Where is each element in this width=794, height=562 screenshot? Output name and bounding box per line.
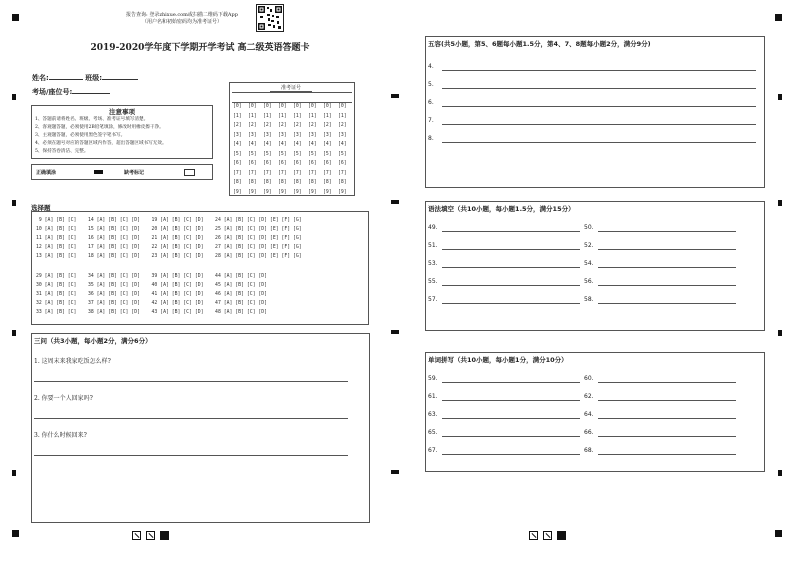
item-number: 54. bbox=[584, 260, 594, 267]
answer-line[interactable] bbox=[442, 454, 580, 455]
class-label: 班级: bbox=[85, 74, 103, 82]
digit-bubble[interactable]: [5] bbox=[308, 151, 317, 157]
digit-bubble[interactable]: [0] bbox=[338, 104, 347, 109]
digit-bubble[interactable]: [7] bbox=[338, 170, 347, 176]
digit-bubble[interactable]: [1] bbox=[233, 113, 242, 119]
digit-bubble[interactable]: [8] bbox=[248, 180, 257, 185]
digit-bubble[interactable]: [4] bbox=[233, 142, 242, 147]
digit-bubble[interactable]: [7] bbox=[233, 170, 242, 176]
answer-line[interactable] bbox=[442, 400, 580, 401]
registration-mark bbox=[12, 330, 16, 336]
digit-bubble[interactable]: [9] bbox=[338, 189, 347, 195]
item-number: 7. bbox=[428, 117, 434, 124]
five-sentences-box bbox=[425, 36, 765, 188]
item-number: 50. bbox=[584, 224, 594, 231]
answer-line[interactable] bbox=[598, 418, 736, 419]
registration-mark bbox=[778, 200, 782, 206]
answer-line[interactable] bbox=[442, 418, 580, 419]
digit-bubble[interactable]: [6] bbox=[278, 161, 287, 166]
digit-bubble[interactable]: [3] bbox=[293, 132, 302, 138]
digit-bubble[interactable]: [4] bbox=[323, 142, 332, 147]
choice-row[interactable]: 11 [A] [B] [C] 16 [A] [B] [C] [D] 21 [A] [B] [C] [D] 26 [A] [B] [C] [D] [E] [F] [G] bbox=[36, 236, 302, 241]
digit-bubble[interactable]: [1] bbox=[323, 113, 332, 119]
answer-line[interactable] bbox=[442, 303, 580, 304]
notice-box bbox=[31, 105, 213, 159]
answer-line[interactable] bbox=[598, 249, 736, 250]
digit-bubble[interactable]: [3] bbox=[338, 132, 347, 138]
digit-bubble[interactable]: [9] bbox=[248, 189, 257, 195]
item-number: 5. bbox=[428, 81, 434, 88]
answer-line[interactable] bbox=[442, 106, 756, 107]
notice-title: 注意事项 bbox=[109, 108, 135, 116]
digit-bubble[interactable]: [0] bbox=[278, 104, 287, 109]
digit-bubble[interactable]: [7] bbox=[248, 170, 257, 176]
digit-bubble[interactable]: [7] bbox=[263, 170, 272, 176]
exam-number-box bbox=[229, 82, 355, 196]
digit-bubble[interactable]: [2] bbox=[263, 123, 272, 128]
three-questions-box bbox=[31, 333, 370, 523]
notice-item: 4、必须在题号对应的答题区域内作答，超出答题区域书写无效。 bbox=[35, 141, 167, 146]
digit-bubble[interactable]: [9] bbox=[263, 189, 272, 195]
page-code-box bbox=[557, 531, 566, 540]
item-number: 64. bbox=[584, 411, 594, 418]
registration-mark bbox=[391, 470, 399, 474]
digit-bubble[interactable]: [8] bbox=[308, 180, 317, 185]
digit-bubble[interactable]: [9] bbox=[323, 189, 332, 195]
notice-item: 2、客观题答题，必须使用2B铅笔填涂，修改时用橡皮擦干净。 bbox=[35, 125, 164, 130]
answer-line[interactable] bbox=[442, 382, 580, 383]
choice-title: 选择题 bbox=[31, 204, 51, 212]
exam-room-label: 考场/座位号: bbox=[32, 88, 73, 96]
answer-line[interactable] bbox=[442, 142, 756, 143]
digit-bubble[interactable]: [8] bbox=[233, 180, 242, 185]
item-number: 56. bbox=[584, 278, 594, 285]
answer-line[interactable] bbox=[442, 267, 580, 268]
digit-bubble[interactable]: [5] bbox=[278, 151, 287, 157]
digit-bubble[interactable]: [2] bbox=[338, 123, 347, 128]
item-number: 53. bbox=[428, 260, 438, 267]
digit-bubble[interactable]: [4] bbox=[278, 142, 287, 147]
missing-mark-label: 缺考标记 bbox=[124, 170, 145, 176]
page-code-box bbox=[132, 531, 141, 540]
question-2: 2. 你要一个人回家吗? bbox=[34, 395, 93, 402]
digit-bubble[interactable]: [9] bbox=[233, 189, 242, 195]
registration-mark bbox=[12, 200, 16, 206]
item-number: 63. bbox=[428, 411, 438, 418]
answer-line[interactable] bbox=[598, 267, 736, 268]
exam-room-field[interactable] bbox=[32, 87, 110, 97]
digit-bubble[interactable]: [2] bbox=[233, 123, 242, 128]
digit-bubble[interactable]: [0] bbox=[293, 104, 302, 109]
digit-bubble[interactable]: [7] bbox=[278, 170, 287, 176]
digit-bubble[interactable]: [6] bbox=[293, 161, 302, 166]
digit-bubble[interactable]: [4] bbox=[293, 142, 302, 147]
fill-legend bbox=[31, 164, 213, 180]
bubble-column bbox=[308, 102, 317, 197]
answer-line[interactable] bbox=[598, 436, 736, 437]
digit-bubble[interactable]: [1] bbox=[278, 113, 287, 119]
digit-bubble[interactable]: [0] bbox=[233, 104, 242, 109]
answer-line[interactable] bbox=[598, 382, 736, 383]
item-number: 4. bbox=[428, 63, 434, 70]
word-spelling-box bbox=[425, 352, 765, 472]
choice-row[interactable]: 10 [A] [B] [C] 15 [A] [B] [C] [D] 20 [A] [B] [C] [D] 25 [A] [B] [C] [D] [E] [F] [G] bbox=[36, 227, 302, 232]
choice-row[interactable]: 29 [A] [B] [C] 34 [A] [B] [C] [D] 39 [A] [B] [C] [D] 44 [A] [B] [C] [D] bbox=[36, 274, 268, 279]
notice-list bbox=[32, 116, 212, 156]
exam-number-title: 准考证号 bbox=[270, 84, 312, 92]
digit-bubble[interactable]: [3] bbox=[248, 132, 257, 138]
page-title: 2019-2020学年度下学期开学考试 高二级英语答题卡 bbox=[90, 43, 310, 53]
digit-bubble[interactable]: [4] bbox=[308, 142, 317, 147]
digit-bubble[interactable]: [4] bbox=[248, 142, 257, 147]
digit-bubble[interactable]: [5] bbox=[248, 151, 257, 157]
answer-line[interactable] bbox=[598, 231, 736, 232]
bubble-column bbox=[248, 102, 257, 197]
registration-mark bbox=[12, 14, 19, 21]
digit-bubble[interactable]: [2] bbox=[293, 123, 302, 128]
digit-bubble[interactable]: [5] bbox=[263, 151, 272, 157]
answer-line[interactable] bbox=[34, 418, 348, 419]
digit-bubble[interactable]: [0] bbox=[248, 104, 257, 109]
page-code-box bbox=[543, 531, 552, 540]
bubble-column bbox=[338, 102, 347, 197]
digit-bubble[interactable]: [1] bbox=[338, 113, 347, 119]
digit-bubble[interactable]: [8] bbox=[278, 180, 287, 185]
registration-mark bbox=[778, 470, 782, 476]
choice-row[interactable]: 12 [A] [B] [C] 17 [A] [B] [C] [D] 22 [A] [B] [C] [D] 27 [A] [B] [C] [D] [E] [F] [G] bbox=[36, 245, 302, 250]
question-1: 1. 这周末来我家吃饭怎么样? bbox=[34, 358, 111, 365]
item-number: 49. bbox=[428, 224, 438, 231]
registration-mark bbox=[391, 200, 399, 204]
page-code-box bbox=[146, 531, 155, 540]
digit-bubble[interactable]: [1] bbox=[308, 113, 317, 119]
item-number: 68. bbox=[584, 447, 594, 454]
registration-mark bbox=[778, 94, 782, 100]
item-number: 65. bbox=[428, 429, 438, 436]
item-number: 55. bbox=[428, 278, 438, 285]
digit-bubble[interactable]: [0] bbox=[308, 104, 317, 109]
digit-bubble[interactable]: [1] bbox=[248, 113, 257, 119]
digit-bubble[interactable]: [8] bbox=[323, 180, 332, 185]
answer-line[interactable] bbox=[442, 231, 580, 232]
digit-bubble[interactable]: [3] bbox=[278, 132, 287, 138]
item-number: 51. bbox=[428, 242, 438, 249]
notice-item: 5、保持答卷清洁、完整。 bbox=[35, 149, 89, 154]
registration-mark bbox=[12, 530, 19, 537]
fill-correct-label: 正确填涂 bbox=[36, 170, 57, 176]
digit-bubble[interactable]: [9] bbox=[293, 189, 302, 195]
digit-bubble[interactable]: [2] bbox=[248, 123, 257, 128]
digit-bubble[interactable]: [6] bbox=[233, 161, 242, 166]
digit-bubble[interactable]: [3] bbox=[263, 132, 272, 138]
answer-line[interactable] bbox=[442, 124, 756, 125]
digit-bubble[interactable]: [1] bbox=[293, 113, 302, 119]
digit-bubble[interactable]: [7] bbox=[293, 170, 302, 176]
digit-bubble[interactable]: [6] bbox=[248, 161, 257, 166]
answer-line[interactable] bbox=[442, 88, 756, 89]
qr-code bbox=[256, 4, 284, 32]
answer-line[interactable] bbox=[442, 70, 756, 71]
digit-bubble[interactable]: [6] bbox=[338, 161, 347, 166]
digit-bubble[interactable]: [9] bbox=[278, 189, 287, 195]
digit-bubble[interactable]: [5] bbox=[233, 151, 242, 157]
digit-bubble[interactable]: [9] bbox=[308, 189, 317, 195]
scan-note-line: （用户名和初始密码均为准考证号） bbox=[141, 19, 222, 25]
digit-bubble[interactable]: [8] bbox=[338, 180, 347, 185]
answer-line[interactable] bbox=[442, 285, 580, 286]
word-spelling-title: 单词拼写（共10小题，每小题1分，满分10分） bbox=[428, 356, 568, 364]
notice-item: 3、主观题答题，必须使用黑色签字笔书写。 bbox=[35, 133, 126, 138]
item-number: 58. bbox=[584, 296, 594, 303]
item-number: 57. bbox=[428, 296, 438, 303]
answer-line[interactable] bbox=[598, 400, 736, 401]
scan-note-line: 报告查询: 登录zhixue.com或扫描二维码下载App bbox=[126, 12, 238, 18]
answer-line[interactable] bbox=[34, 455, 348, 456]
digit-bubble[interactable]: [3] bbox=[233, 132, 242, 138]
registration-mark bbox=[391, 94, 399, 98]
page-code-box bbox=[529, 531, 538, 540]
choice-box bbox=[31, 211, 369, 325]
bubble-column bbox=[293, 102, 302, 197]
digit-bubble[interactable]: [5] bbox=[293, 151, 302, 157]
bubble-column bbox=[323, 102, 332, 197]
item-number: 60. bbox=[584, 375, 594, 382]
registration-mark bbox=[391, 330, 399, 334]
digit-bubble[interactable]: [2] bbox=[308, 123, 317, 128]
choice-row[interactable]: 31 [A] [B] [C] 36 [A] [B] [C] [D] 41 [A] [B] [C] [D] 46 [A] [B] [C] [D] bbox=[36, 292, 268, 297]
item-number: 59. bbox=[428, 375, 438, 382]
digit-bubble[interactable]: [4] bbox=[338, 142, 347, 147]
digit-bubble[interactable]: [3] bbox=[308, 132, 317, 138]
answer-line[interactable] bbox=[598, 454, 736, 455]
choice-row[interactable]: 13 [A] [B] [C] 18 [A] [B] [C] [D] 23 [A] [B] [C] [D] 28 [A] [B] [C] [D] [E] [F] [G] bbox=[36, 254, 302, 259]
digit-bubble[interactable]: [8] bbox=[263, 180, 272, 185]
item-number: 8. bbox=[428, 135, 434, 142]
grammar-fill-title: 语法填空（共10小题，每小题1.5分，满分15分） bbox=[428, 205, 575, 213]
digit-bubble[interactable]: [6] bbox=[263, 161, 272, 166]
item-number: 52. bbox=[584, 242, 594, 249]
page-code-box bbox=[160, 531, 169, 540]
notice-item: 1、答题前请将姓名、班级、考场、准考证号填写清楚。 bbox=[35, 117, 149, 122]
digit-bubble[interactable]: [8] bbox=[293, 180, 302, 185]
digit-bubble[interactable]: [5] bbox=[338, 151, 347, 157]
digit-bubble[interactable]: [2] bbox=[323, 123, 332, 128]
item-number: 67. bbox=[428, 447, 438, 454]
digit-bubble[interactable]: [6] bbox=[308, 161, 317, 166]
registration-mark bbox=[12, 470, 16, 476]
registration-mark bbox=[775, 14, 782, 21]
item-number: 61. bbox=[428, 393, 438, 400]
digit-bubble[interactable]: [6] bbox=[323, 161, 332, 166]
item-number: 6. bbox=[428, 99, 434, 106]
item-number: 66. bbox=[584, 429, 594, 436]
digit-bubble[interactable]: [3] bbox=[323, 132, 332, 138]
answer-line[interactable] bbox=[442, 249, 580, 250]
choice-row[interactable]: 33 [A] [B] [C] 38 [A] [B] [C] [D] 43 [A] [B] [C] [D] 48 [A] [B] [C] [D] bbox=[36, 310, 268, 315]
digit-bubble[interactable]: [1] bbox=[263, 113, 272, 119]
digit-bubble[interactable]: [7] bbox=[323, 170, 332, 176]
answer-line[interactable] bbox=[598, 285, 736, 286]
digit-bubble[interactable]: [5] bbox=[323, 151, 332, 157]
choice-row[interactable]: 32 [A] [B] [C] 37 [A] [B] [C] [D] 42 [A] [B] [C] [D] 47 [A] [B] [C] [D] bbox=[36, 301, 268, 306]
five-sentences-title: 五容(共5小题，第5、6题每小题1.5分，第4、7、8题每小题2分，满分9分) bbox=[428, 40, 651, 48]
registration-mark bbox=[775, 530, 782, 537]
bubble-column bbox=[233, 102, 242, 197]
fill-correct-sample bbox=[94, 170, 103, 174]
digit-bubble[interactable]: [0] bbox=[263, 104, 272, 109]
question-3: 3. 你什么时候回来? bbox=[34, 432, 87, 439]
answer-line[interactable] bbox=[442, 436, 580, 437]
digit-bubble[interactable]: [2] bbox=[278, 123, 287, 128]
grammar-fill-box bbox=[425, 201, 765, 331]
registration-mark bbox=[12, 94, 16, 100]
answer-line[interactable] bbox=[34, 381, 348, 382]
three-questions-title: 三问（共3小题，每小题2分，满分6分） bbox=[34, 337, 152, 345]
name-label: 姓名: bbox=[32, 74, 49, 82]
bubble-column bbox=[263, 102, 272, 197]
bubble-column bbox=[278, 102, 287, 197]
item-number: 62. bbox=[584, 393, 594, 400]
missing-mark-box[interactable] bbox=[184, 169, 195, 176]
choice-row[interactable]: 30 [A] [B] [C] 35 [A] [B] [C] [D] 40 [A] [B] [C] [D] 45 [A] [B] [C] [D] bbox=[36, 283, 268, 288]
scan-note bbox=[112, 12, 252, 26]
digit-bubble[interactable]: [7] bbox=[308, 170, 317, 176]
registration-mark bbox=[778, 330, 782, 336]
name-field[interactable] bbox=[32, 73, 138, 83]
choice-row[interactable]: 9 [A] [B] [C] 14 [A] [B] [C] [D] 19 [A] [B] [C] [D] 24 [A] [B] [C] [D] [E] [F] [G] bbox=[36, 218, 302, 223]
digit-bubble[interactable]: [4] bbox=[263, 142, 272, 147]
answer-line[interactable] bbox=[598, 303, 736, 304]
digit-bubble[interactable]: [0] bbox=[323, 104, 332, 109]
